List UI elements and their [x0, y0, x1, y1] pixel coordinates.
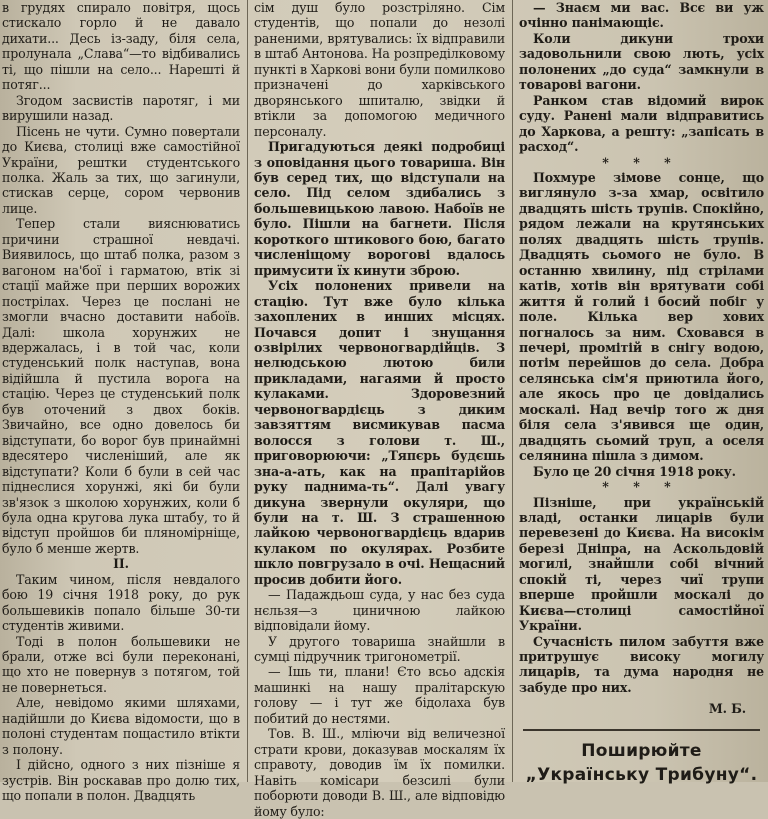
- paragraph: Тоді в полон большевики не брали, отже всі були переконані, що хто не повернув з потягом, той не повернеться.: [2, 633, 240, 695]
- paragraph: Було це 20 січня 1918 року.: [533, 463, 736, 479]
- paragraph: І дійсно, одного з них пізніше я зустрів. Він роскавав про долю тих, що попали в полон. Двадцять: [2, 757, 240, 804]
- paragraph: Але, невідомо якими шляхами, надійшли до Києва відомости, що в полоні студентам пощастило втікти з полону.: [2, 695, 240, 757]
- paragraph: в грудях спирало повітря, щось стискало горло й не давало дихати... Десь із-заду, біля села, пролунала „Слава“—то відбивались ті, що пішли на село... Нарешті й потяг...: [2, 0, 240, 93]
- paragraph: Тепер стали вияснюватись причини страшної невдачі. Виявилось, що штаб полка, разом з вагоном на'бої і гарматою, втік зі стації майже при перших ворожих пострілах. Через це послані не змогли вчасно доставити набоїв. Далі: школа хорунжих не вдержалась, і в той час, коли студенський полк наступав, вона відійшла й пустила ворога на стацію. Через це студенський полк був оточений з двох боків. Звичайно, все одно довелось би відступати, бо ворог був принаймні вдесятеро численіший, але як відступати? Коли б були в сей час піднеслися хорунжі, які би були зв'язок з школою хорунжих, коли б була одна кругова лука штабу, то й відступ пройшов би пляномірніще, було б менше жертв.: [2, 216, 240, 556]
- column-2: [254, 0, 506, 819]
- column-divider: [512, 0, 513, 782]
- section-separator: * * *: [602, 154, 681, 170]
- paragraph: — Ішь ти, плани! Єто всьо адскія машинкі на нашу пралітарскую голову — і тут же бідолаха був побитий до нестями.: [254, 664, 505, 726]
- paragraph: Пісень не чути. Сумно повертали до Києва, столиці вже самостійної України, рештки студентського полка. Жаль за тих, що загинули, стискав серце, сором червонив лице.: [2, 123, 240, 216]
- column-1: [2, 0, 240, 804]
- paragraph: Усіх полонених привели на стацію. Тут вже було кілька захоплених в инших місцях. Почався допит і знущання озвірілих червоногвардійців. З нелюдською лютою били прикладами, нагаями й просто кулаками. Здоровезний червоногвардієць з диким завзяттям висмикував пасма волосся з голови т. Ш., приговорюючи: „Тяпєрь будєшь зна-а-ать, как на прапітарійов руку паднима-ть“. Далі увагу дикуна звернули окуляри, що були на т. Ш. З страшенною лайкою червоногвардієць вдарив кулаком по окулярах. Розбите шкло повгрузало в очі. Нещасний просив добити його.: [254, 278, 505, 587]
- paragraph: Згодом засвистів паротяг, і ми вирушили назад.: [2, 92, 240, 124]
- column-divider: [247, 0, 248, 782]
- paragraph: Сучасність пилом забуття вже притрушує високу могилу лицарів, та дума народня не забуде про них.: [519, 633, 764, 695]
- paragraph: Тов. В. Ш., мліючи від величезної страти крови, доказував москалям їх справоту, доводив їм їх помилки. Навіть комісари безсилі були поборюти доводи В. Ш., але відповідю йому було:: [254, 726, 505, 819]
- paragraph: — Знаєм ми вас. Всє ви уж очінно панімающіє.: [519, 0, 764, 31]
- paragraph: Похмуре зімове сонце, що виглянуло з-за хмар, освітило двадцять шість трупів. Спокійно, рядом лежали на крутянських полях двадцять шість трупів. Двадцять сьомого не було. В останню хвилину, під стрілами катів, хотів він врятувати собі життя й голий і босий побіг у поле. Кілька вер хових погналось за ним. Сховався в печері, промітій в снігу водою, потім перейшов до села. Добра селянська сім'я приютила його, але якось про це довідались москалі. Над вечір того ж дня біля села з'явився ще один, двадцять сьомий труп, а оселя селянина пішла з димом.: [519, 169, 764, 464]
- author-signature: М. Б.: [708, 701, 746, 717]
- paragraph: сім душ було розстріляно. Сім студентів, що попали до незолі раненими, врятувались: їх відправили в штаб Антонова. На розпреділковому пункті в Харкові вони були помилково призначені до харківського дворянського шпиталю, звідки й втікли за допомогою медичного персоналу.: [254, 0, 506, 139]
- promo-slogan: Поширюйте „Українську Трибуну“.: [525, 740, 758, 785]
- section-number: II.: [113, 556, 129, 572]
- section-separator: * * *: [602, 479, 681, 495]
- paragraph: Пізніше, при українській владі, останки лицарів були перевезені до Києва. На високім березі Дніпра, на Аскольдовій могилі, знайшли собі вічний спокій ті, через чиї трупи вперше пройшли москалі до Києва—столиці самостійної України.: [519, 494, 764, 634]
- paragraph: Таким чином, після невдалого бою 19 січня 1918 року, до рук большевиків попало більше 30-ти студентів живими.: [2, 571, 240, 634]
- paragraph: У другого товариша знайшли в сумці підручник тригонометрії.: [254, 633, 505, 665]
- horizontal-rule: [523, 729, 760, 731]
- column-3: [519, 0, 764, 785]
- paragraph: Коли дикуни трохи задовольнили свою лють, усіх полонених „до суда“ замкнули в товарові вагони.: [519, 30, 764, 93]
- paragraph: — Падаждьош суда, у нас без суда нєльзя—з циничною лайкою відповідали йому.: [254, 587, 505, 634]
- paragraph: Пригадуються деякі подробиці з оповідання цього товариша. Він був серед тих, що відступали на село. Під селом здибались з большевицькою лавою. Набоїв не було. Пішли на багнети. Після короткого штикового бою, багато численіщому ворогові вдалось примусити їх кинути зброю.: [254, 139, 505, 278]
- paragraph: Ранком став відомий вирок суду. Ранені мали відправитись до Харкова, а решту: „запісать в расход“.: [519, 92, 764, 155]
